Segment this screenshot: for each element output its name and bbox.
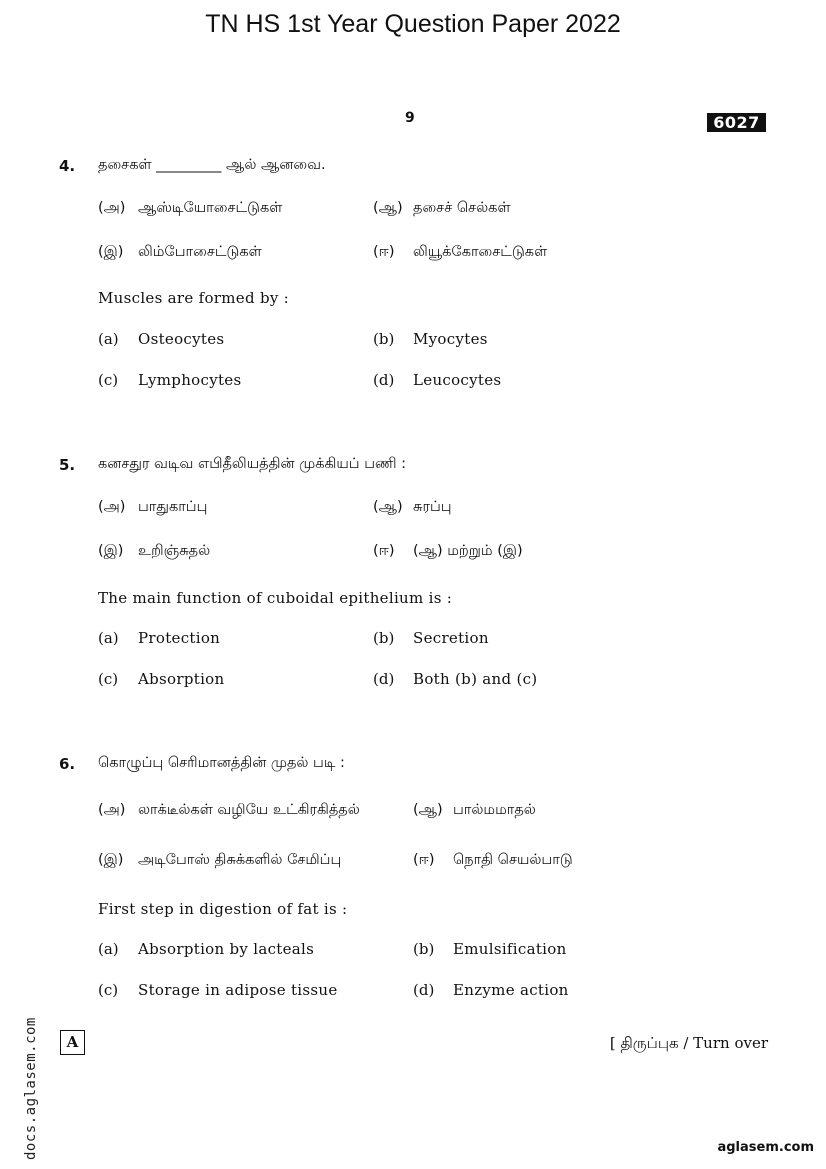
option-label: (ஆ) — [373, 200, 403, 216]
question-number: 4. — [59, 157, 76, 175]
option-label: (d) — [373, 371, 395, 389]
option-text: ஆஸ்டியோசைட்டுகள் — [138, 200, 283, 216]
option-text: லிம்போசைட்டுகள் — [138, 244, 262, 260]
site-link[interactable]: aglasem.com — [717, 1140, 814, 1155]
option-text: Absorption by lacteals — [138, 940, 315, 958]
option-text: (ஆ) மற்றும் (இ) — [413, 543, 523, 559]
paper-code-badge: 6027 — [707, 113, 766, 132]
option-label: (ஈ) — [373, 543, 395, 559]
option-label: (ஆ) — [413, 802, 443, 818]
option-label: (அ) — [98, 200, 126, 216]
option-text: Osteocytes — [138, 330, 225, 348]
option-text: Myocytes — [413, 330, 488, 348]
option-label: (அ) — [98, 499, 126, 515]
option-text: Enzyme action — [453, 981, 569, 999]
page-title: TN HS 1st Year Question Paper 2022 — [205, 10, 621, 38]
version-box: A — [60, 1030, 85, 1055]
option-label: (c) — [98, 981, 119, 999]
option-label: (b) — [373, 629, 395, 647]
option-label: (d) — [373, 670, 395, 688]
option-label: (b) — [373, 330, 395, 348]
page-number: 9 — [405, 110, 415, 126]
question-text-tamil: தசைகள் _________ ஆல் ஆனவை. — [98, 157, 326, 173]
option-text: சுரப்பு — [413, 499, 452, 515]
option-label: (ஈ) — [373, 244, 395, 260]
option-label: (ஆ) — [373, 499, 403, 515]
option-label: (a) — [98, 940, 119, 958]
option-label: (இ) — [98, 244, 124, 260]
option-label: (b) — [413, 940, 435, 958]
option-text: பால்மமாதல் — [453, 802, 536, 818]
option-text: Absorption — [138, 670, 225, 688]
option-text: தசைச் செல்கள் — [413, 200, 511, 216]
question-text-tamil: கொழுப்பு செரிமானத்தின் முதல் படி : — [98, 755, 345, 771]
option-label: (a) — [98, 330, 119, 348]
option-text: அடிபோஸ் திசுக்களில் சேமிப்பு — [138, 852, 342, 868]
turn-over-note: [ திருப்புக / Turn over — [609, 1034, 768, 1052]
option-text: Protection — [138, 629, 221, 647]
option-text: நொதி செயல்பாடு — [453, 852, 573, 868]
option-label: (a) — [98, 629, 119, 647]
question-number: 6. — [59, 755, 76, 773]
option-text: Secretion — [413, 629, 489, 647]
option-text: Both (b) and (c) — [413, 670, 538, 688]
option-label: (இ) — [98, 852, 124, 868]
option-text: லாக்டீல்கள் வழியே உட்கிரகித்தல் — [138, 802, 360, 818]
question-number: 5. — [59, 456, 76, 474]
option-label: (இ) — [98, 543, 124, 559]
option-text: பாதுகாப்பு — [138, 499, 208, 515]
option-text: Storage in adipose tissue — [138, 981, 338, 999]
option-text: Lymphocytes — [138, 371, 242, 389]
option-label: (c) — [98, 670, 119, 688]
option-label: (அ) — [98, 802, 126, 818]
question-text-english: The main function of cuboidal epithelium is : — [98, 589, 453, 607]
option-label: (ஈ) — [413, 852, 435, 868]
option-label: (d) — [413, 981, 435, 999]
option-label: (c) — [98, 371, 119, 389]
option-text: உறிஞ்சுதல் — [138, 543, 211, 559]
option-text: Emulsification — [453, 940, 567, 958]
question-text-tamil: கனசதுர வடிவ எபிதீலியத்தின் முக்கியப் பணி : — [98, 456, 407, 472]
question-text-english: Muscles are formed by : — [98, 289, 290, 307]
option-text: Leucocytes — [413, 371, 502, 389]
option-text: லியூக்கோசைட்டுகள் — [413, 244, 548, 260]
question-text-english: First step in digestion of fat is : — [98, 900, 348, 918]
watermark: docs.aglasem.com — [23, 1017, 39, 1160]
